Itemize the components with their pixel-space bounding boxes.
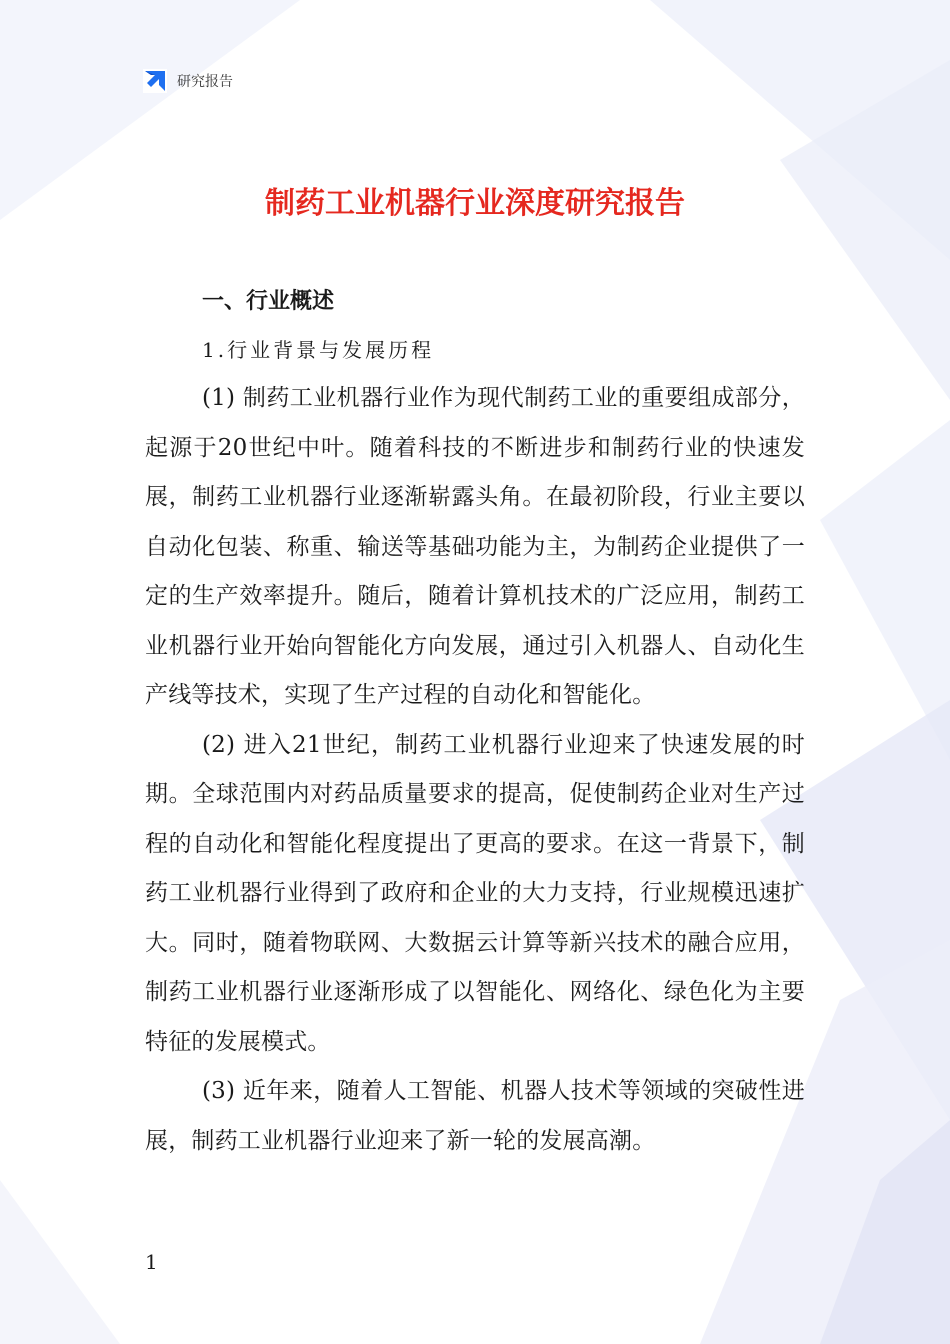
header-label: 研究报告 <box>177 74 233 90</box>
report-title: 制药工业机器行业深度研究报告 <box>265 186 685 221</box>
section-heading: 一、行业概述 <box>202 289 335 314</box>
report-body <box>145 280 805 1166</box>
paragraph-1: (1) 制药工业机器行业作为现代制药工业的重要组成部分，起源于20世纪中叶。随着科技的不断进步和制药行业的快速发展，制药工业机器行业逐渐崭露头角。在最初阶段，行业主要以自动化包装、称重、输送等基础功能为主，为制药企业提供了一定的生产效率提升。随后，随着计算机技术的广泛应用，制药工业机器行业开始向智能化方向发展，通过引入机器人、自动化生产线等技术，实现了生产过程的自动化和智能化。 <box>145 385 805 708</box>
report-header <box>143 68 233 94</box>
arrow-up-right-icon <box>143 69 167 93</box>
paragraph-2: (2) 进入21世纪，制药工业机器行业迎来了快速发展的时期。全球范围内对药品质量要求的提高，促使制药企业对生产过程的自动化和智能化程度提出了更高的要求。在这一背景下，制药工业机器行业得到了政府和企业的大力支持，行业规模迅速扩大。同时，随着物联网、大数据云计算等新兴技术的融合应用，制药工业机器行业逐渐形成了以智能化、网络化、绿色化为主要特征的发展模式。 <box>145 731 805 1055</box>
paragraph-3: (3) 近年来，随着人工智能、机器人技术等领域的突破性进展，制药工业机器行业迎来了新一轮的发展高潮。 <box>145 1078 805 1154</box>
page-number: 1 <box>145 1250 158 1274</box>
section-subheading: 1.行业背景与发展历程 <box>202 338 435 362</box>
